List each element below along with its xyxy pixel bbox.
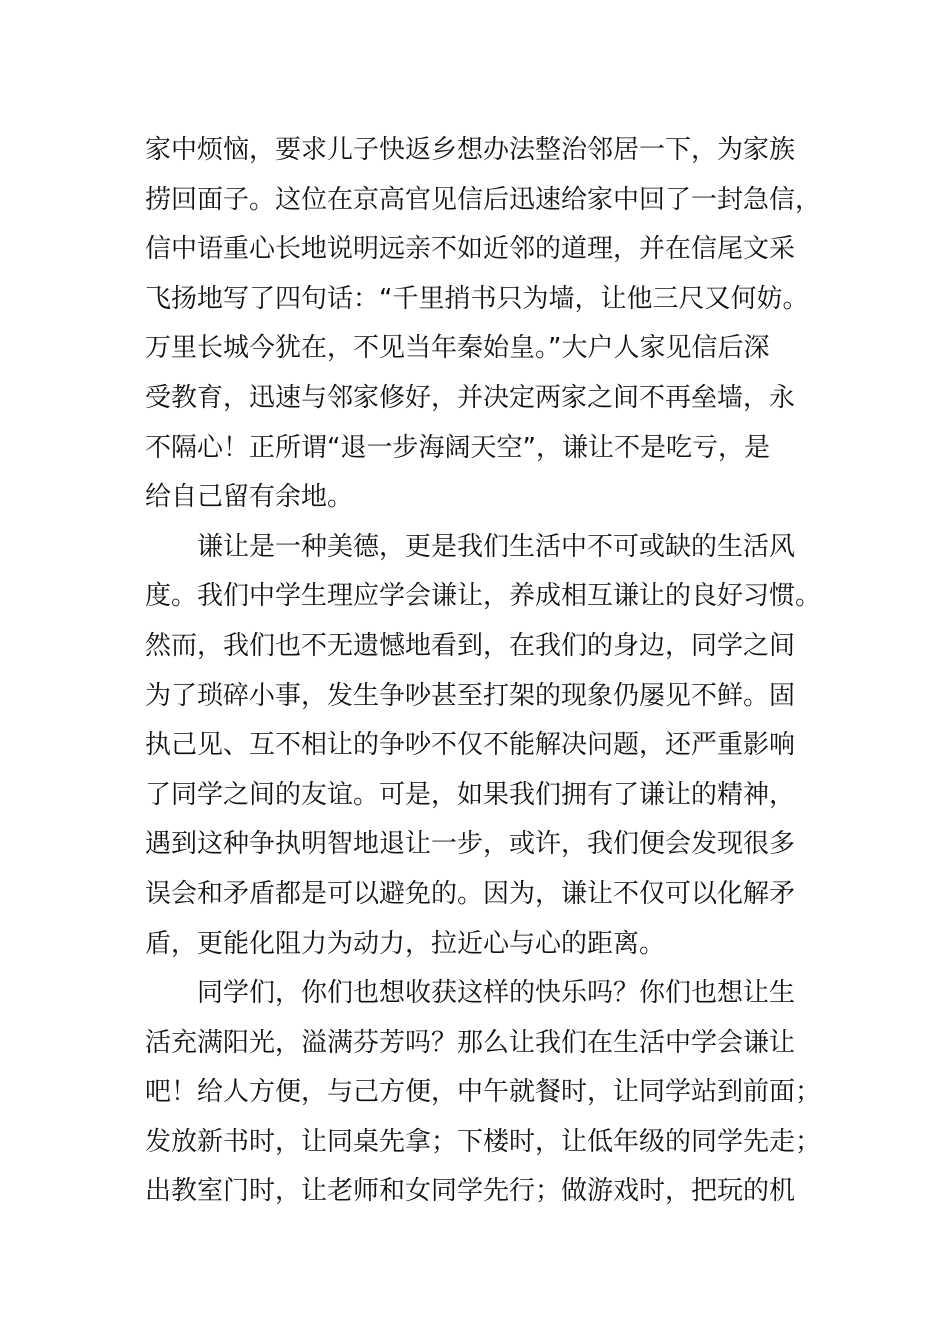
text-line: 活充满阳光，溢满芬芳吗？那么让我们在生活中学会谦让 <box>145 1027 796 1058</box>
text-line: 执己见、互不相让的争吵不仅不能解决问题，还严重影响 <box>145 730 796 761</box>
text-line: 不隔心！正所谓“退一步海阔天空”，谦让不是吃亏，是 <box>145 432 770 463</box>
text-line: 盾，更能化阻力为动力，拉近心与心的距离。 <box>145 928 666 959</box>
paragraph <box>145 126 822 523</box>
text-line: 出教室门时，让老师和女同学先行；做游戏时，把玩的机 <box>145 1176 796 1207</box>
text-line: 发放新书时，让同桌先拿；下楼时，让低年级的同学先走； <box>145 1126 822 1157</box>
paragraph <box>145 523 822 969</box>
text-line: 同学们，你们也想收获这样的快乐吗？你们也想让生 <box>145 978 796 1009</box>
text-line: 飞扬地写了四句话：“千里捎书只为墙，让他三尺又何妨。 <box>145 283 809 314</box>
text-line: 然而，我们也不无遗憾地看到，在我们的身边，同学之间 <box>145 630 796 661</box>
text-line: 谦让是一种美德，更是我们生活中不可或缺的生活风 <box>145 531 796 562</box>
text-line: 吧！给人方便，与己方便，中午就餐时，让同学站到前面； <box>145 1077 822 1108</box>
text-line: 捞回面子。这位在京高官见信后迅速给家中回了一封急信， <box>145 184 822 215</box>
text-line: 遇到这种争执明智地退让一步，或许，我们便会发现很多 <box>145 829 796 860</box>
text-line: 了同学之间的友谊。可是，如果我们拥有了谦让的精神， <box>145 779 796 810</box>
text-line: 为了琐碎小事，发生争吵甚至打架的现象仍屡见不鲜。固 <box>145 680 796 711</box>
text-line: 万里长城今犹在，不见当年秦始皇。”大户人家见信后深 <box>145 333 770 364</box>
body-text <box>145 126 822 1217</box>
text-line: 给自己留有余地。 <box>145 482 354 513</box>
text-line: 度。我们中学生理应学会谦让，养成相互谦让的良好习惯。 <box>145 581 822 612</box>
text-line: 误会和矛盾都是可以避免的。因为，谦让不仅可以化解矛 <box>145 878 796 909</box>
text-line: 信中语重心长地说明远亲不如近邻的道理，并在信尾文采 <box>145 234 796 265</box>
paragraph <box>145 969 822 1217</box>
text-line: 受教育，迅速与邻家修好，并决定两家之间不再垒墙，永 <box>145 382 796 413</box>
text-line: 家中烦恼，要求儿子快返乡想办法整治邻居一下，为家族 <box>145 135 796 165</box>
